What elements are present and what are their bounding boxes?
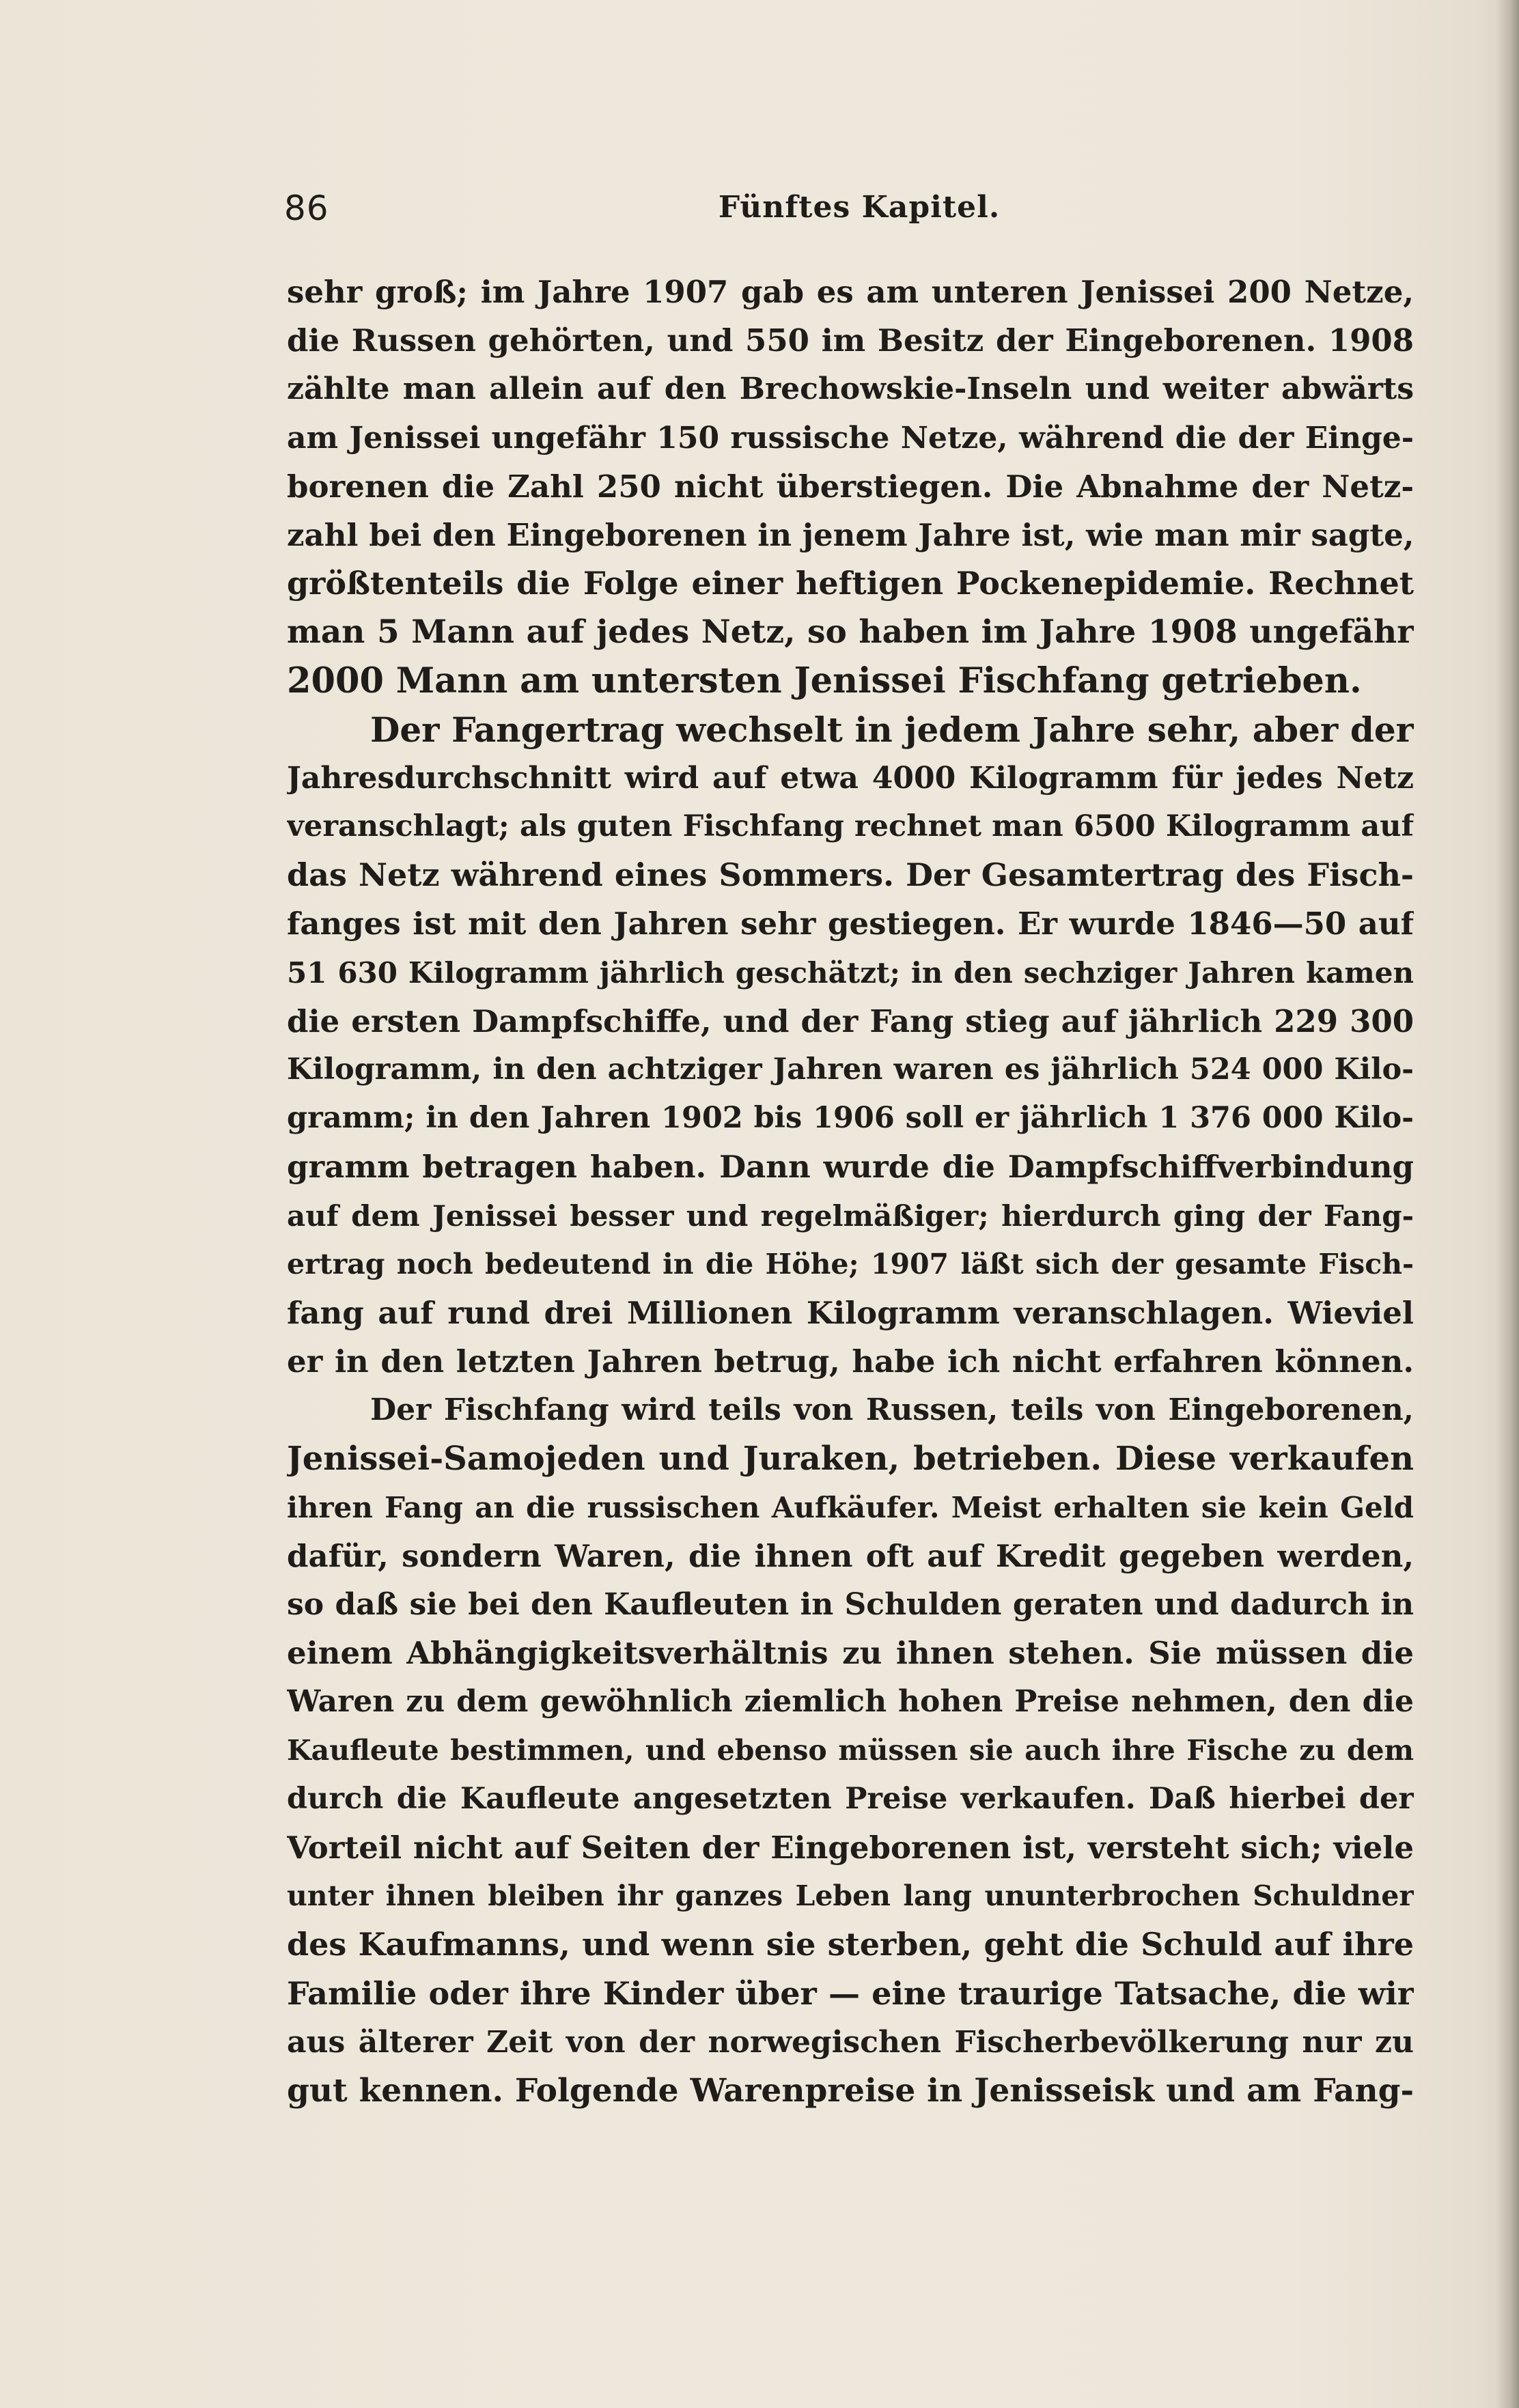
text-line: am Jenissei ungefähr 150 russische Netze, während die der Einge- — [287, 420, 1414, 456]
spine-shadow — [1496, 0, 1519, 2408]
text-line: sehr groß; im Jahre 1907 gab es am unteren Jenissei 200 Netze, — [287, 274, 1414, 310]
text-line: ertrag noch bedeutend in die Höhe; 1907 läßt sich der gesamte Fisch- — [287, 1247, 1414, 1280]
text-line: Waren zu dem gewöhnlich ziemlich hohen Preise nehmen, den die — [287, 1684, 1414, 1720]
text-line: durch die Kaufleute angesetzten Preise verkaufen. Daß hierbei der — [287, 1781, 1414, 1816]
text-line: aus älterer Zeit von der norwegischen Fischerbevölkerung nur zu — [287, 2024, 1414, 2060]
text-line: einem Abhängigkeitsverhältnis zu ihnen stehen. Sie müssen die — [287, 1635, 1414, 1672]
text-line: man 5 Mann auf jedes Netz, so haben im Jahre 1908 ungefähr — [287, 613, 1414, 652]
text-line: das Netz während eines Sommers. Der Gesamtertrag des Fisch- — [287, 856, 1414, 894]
text-line: Familie oder ihre Kinder über — eine traurige Tatsache, die wir — [287, 1974, 1414, 2012]
text-line: zählte man allein auf den Brechowskie-Inseln und weiter abwärts — [287, 372, 1414, 407]
running-head: Fünftes Kapitel. — [718, 190, 1001, 225]
text-line: gut kennen. Folgende Warenpreise in Jenisseisk und am Fang- — [287, 2071, 1414, 2110]
text-line: fang auf rund drei Millionen Kilogramm veranschlagen. Wieviel — [287, 1294, 1414, 1331]
text-line: Kilogramm, in den achtziger Jahren waren es jährlich 524 000 Kilo- — [287, 1052, 1414, 1087]
text-line: Der Fangertrag wechselt in jedem Jahre sehr, aber der — [370, 709, 1414, 750]
text-line: zahl bei den Eingeborenen in jenem Jahre ist, wie man mir sagte, — [287, 516, 1414, 553]
text-line: er in den letzten Jahren betrug, habe ich nicht erfahren können. — [287, 1343, 1414, 1380]
text-line: so daß sie bei den Kaufleuten in Schulden geraten und dadurch in — [287, 1587, 1414, 1623]
text-line: Jahresdurchschnitt wird auf etwa 4000 Kilogramm für jedes Netz — [287, 760, 1414, 796]
text-line: unter ihnen bleiben ihr ganzes Leben lang ununterbrochen Schuldner — [287, 1879, 1414, 1913]
text-line: gramm betragen haben. Dann wurde die Dampfschiffverbindung — [287, 1149, 1414, 1186]
text-line: 51 630 Kilogramm jährlich geschätzt; in den sechziger Jahren kamen — [287, 955, 1414, 990]
text-line: des Kaufmanns, und wenn sie sterben, geht die Schuld auf ihre — [287, 1926, 1414, 1963]
text-line: auf dem Jenissei besser und regelmäßiger; hierdurch ging der Fang- — [287, 1199, 1414, 1233]
body-text — [287, 268, 1414, 2115]
text-line: Jenissei-Samojeden und Juraken, betrieben. Diese verkaufen — [287, 1439, 1414, 1478]
text-line: dafür, sondern Waren, die ihnen oft auf Kredit gegeben werden, — [287, 1537, 1414, 1574]
text-line: gramm; in den Jahren 1902 bis 1906 soll er jährlich 1 376 000 Kilo- — [287, 1101, 1414, 1136]
page-header — [284, 183, 1434, 238]
text-line: ihren Fang an die russischen Aufkäufer. Meist erhalten sie kein Geld — [287, 1490, 1414, 1524]
text-line: 2000 Mann am untersten Jenissei Fischfang getrieben. — [287, 660, 1362, 701]
text-line: die Russen gehörten, und 550 im Besitz der Eingeborenen. 1908 — [287, 322, 1414, 359]
text-line: größtenteils die Folge einer heftigen Pockenepidemie. Rechnet — [287, 565, 1414, 602]
text-line: fanges ist mit den Jahren sehr gestiegen. Er wurde 1846—50 auf — [287, 906, 1414, 942]
text-line: borenen die Zahl 250 nicht überstiegen. Die Abnahme der Netz- — [287, 468, 1414, 505]
text-line: Der Fischfang wird teils von Russen, teils von Eingeborenen, — [370, 1392, 1414, 1428]
text-line: Kaufleute bestimmen, und ebenso müssen sie auch ihre Fische zu dem — [287, 1733, 1414, 1767]
text-line: Vorteil nicht auf Seiten der Eingeborenen ist, versteht sich; viele — [287, 1830, 1414, 1866]
text-line: veranschlagt; als guten Fischfang rechnet man 6500 Kilogramm auf — [287, 809, 1414, 844]
text-line: die ersten Dampfschiffe, und der Fang stieg auf jährlich 229 300 — [287, 1003, 1414, 1039]
page-number: 86 — [284, 188, 329, 228]
